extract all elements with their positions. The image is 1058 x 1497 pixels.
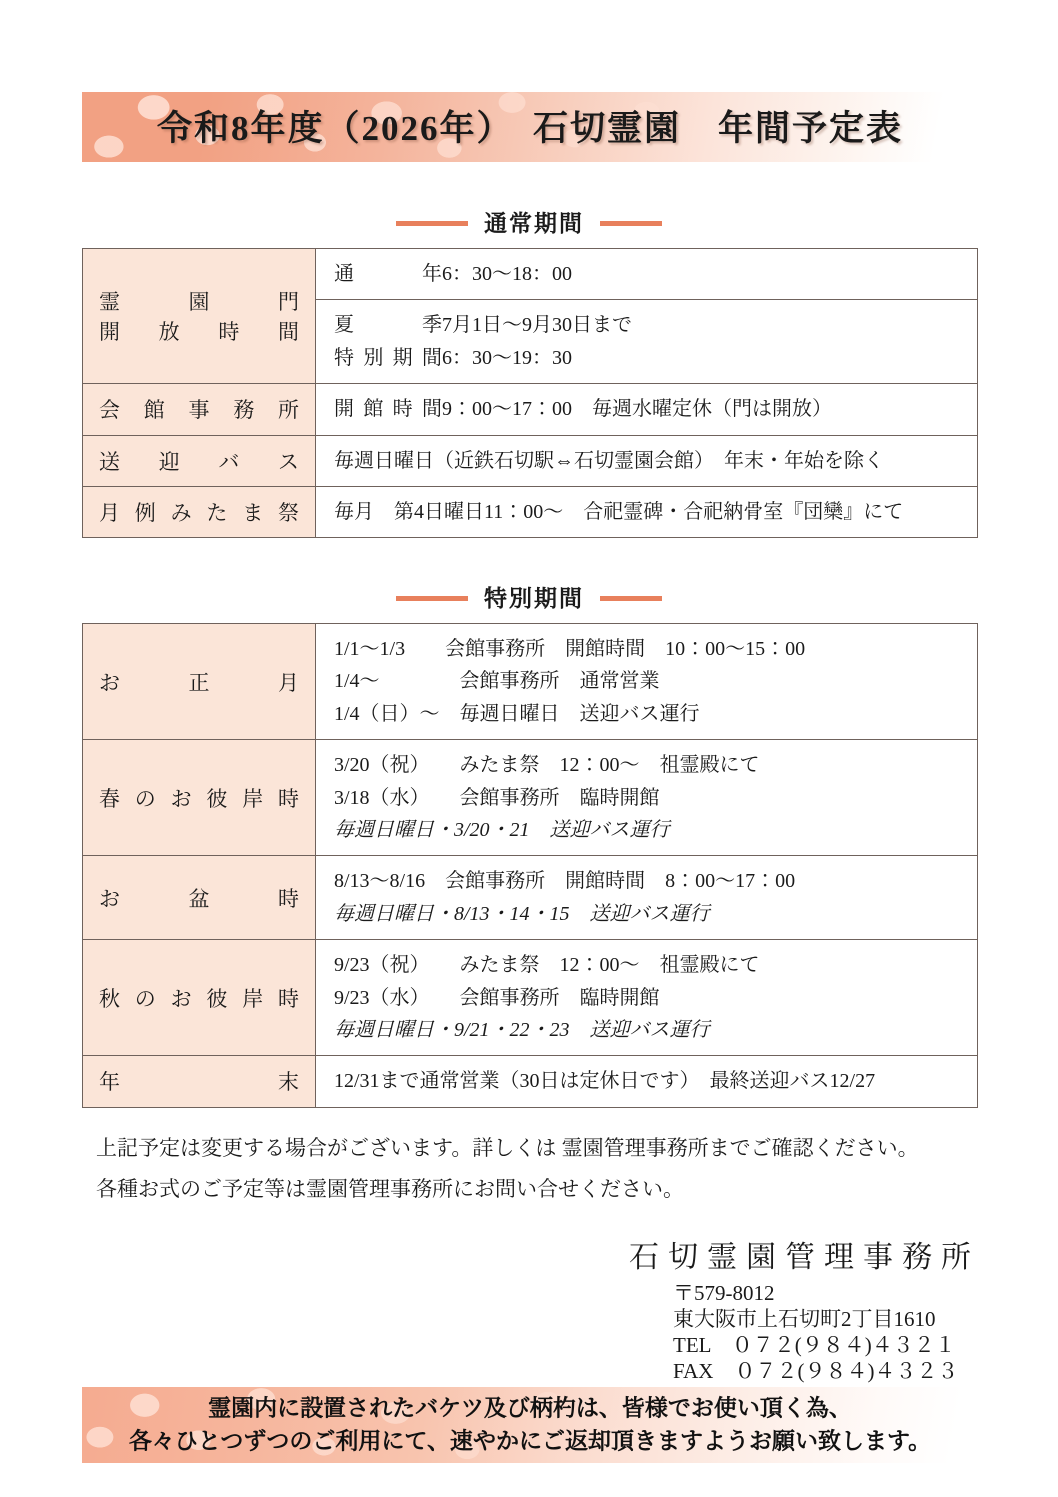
heading-dash-left-icon xyxy=(396,221,468,226)
row-value-spring-higan: 3/20（祝） みたま祭 12：00〜 祖霊殿にて 3/18（水） 会館事務所 臨時開館 毎週日曜日・3/20・21 送迎バス運行 xyxy=(316,740,978,856)
row-label-spring-higan: 春のお彼岸時 xyxy=(83,740,316,856)
office-address-lines xyxy=(629,1280,980,1384)
special-period-table xyxy=(82,623,978,1108)
section-heading-special xyxy=(0,580,1058,613)
subrow-value-year-round: 6：30〜18：00 xyxy=(442,263,572,285)
row-label-autumn-higan: 秋のお彼岸時 xyxy=(83,940,316,1056)
heading-dash-left-icon xyxy=(396,596,468,601)
note-line-1: 上記予定は変更する場合がございます。詳しくは 霊園管理事務所までご確認ください。 xyxy=(96,1136,919,1160)
table-row xyxy=(83,384,978,435)
section-heading-special-label: 特別期間 xyxy=(484,586,584,611)
office-fax: FAX ０７２(９８４)４３２３ xyxy=(673,1359,959,1384)
table-row xyxy=(83,624,978,740)
row-label-year-end: 年末 xyxy=(83,1056,316,1107)
office-postal-code: 〒579-8012 xyxy=(673,1281,775,1305)
row-value-year-round xyxy=(316,249,978,300)
bottom-notice-banner xyxy=(82,1387,978,1463)
subrow-key-open-hours: 開館時間 xyxy=(334,398,442,421)
row-value-obon: 8/13〜8/16 会館事務所 開館時間 8：00〜17：00 毎週日曜日・8/13・14・15 送迎バス運行 xyxy=(316,856,978,940)
section-heading-normal-label: 通常期間 xyxy=(484,211,584,236)
office-contact-block xyxy=(629,1232,980,1384)
row-label-gate-hours: 霊園門 開放時間 xyxy=(83,249,316,384)
row-value-hall-office xyxy=(316,384,978,435)
normal-period-table xyxy=(82,248,978,538)
row-value-summer-special xyxy=(316,300,978,384)
note-line-2: 各種お式のご予定等は霊園管理事務所にお問い合せください。 xyxy=(96,1176,684,1201)
row-value-monthly-mitama: 毎月 第4日曜日11：00〜 合祀霊碑・合祀納骨室『団欒』にて xyxy=(316,486,978,537)
notes-block xyxy=(96,1128,996,1210)
page-title: 令和8年度（2026年） 石切霊園 年間予定表 xyxy=(156,109,903,148)
row-label-hall-office: 会館事務所 xyxy=(83,384,316,435)
row-value-year-end: 12/31まで通常営業（30日は定休日です） 最終送迎バス12/27 xyxy=(316,1056,978,1107)
office-telephone: TEL ０７２(９８４)４３２１ xyxy=(673,1333,956,1358)
table-row xyxy=(83,740,978,856)
row-label-shuttle-bus: 送迎バス xyxy=(83,435,316,486)
row-label-new-year: お正月 xyxy=(83,624,316,740)
subrow-value-open-hours: 9：00〜17：00 毎週水曜定休（門は開放） xyxy=(442,398,832,421)
title-banner xyxy=(82,92,978,162)
table-row xyxy=(83,856,978,940)
office-address: 東大阪市上石切町2丁目1610 xyxy=(673,1307,936,1332)
heading-dash-right-icon xyxy=(600,596,662,601)
bottom-notice-line-2: 各々ひとつずつのご利用にて、速やかにご返却頂きますようお願い致します。 xyxy=(128,1428,932,1453)
table-row xyxy=(83,940,978,1056)
subrow-value-summer: 7月1日〜9月30日まで 6：30〜19：30 xyxy=(442,314,632,369)
table-row xyxy=(83,486,978,537)
table-row xyxy=(83,1056,978,1107)
subrow-key-summer: 夏 季 特別期間 xyxy=(334,314,442,369)
row-value-shuttle-bus: 毎週日曜日（近鉄石切駅⇔石切霊園会館） 年末・年始を除く xyxy=(316,435,978,486)
table-row xyxy=(83,435,978,486)
row-label-obon: お盆時 xyxy=(83,856,316,940)
row-label-monthly-mitama: 月例みたま祭 xyxy=(83,486,316,537)
section-heading-normal xyxy=(0,205,1058,238)
office-name: 石切霊園管理事務所 xyxy=(629,1241,980,1274)
heading-dash-right-icon xyxy=(600,221,662,226)
row-value-new-year: 1/1〜1/3 会館事務所 開館時間 10：00〜15：00 1/4〜 会館事務所 通常営業 1/4（日）〜 毎週日曜日 送迎バス運行 xyxy=(316,624,978,740)
row-value-autumn-higan: 9/23（祝） みたま祭 12：00〜 祖霊殿にて 9/23（水） 会館事務所 臨時開館 毎週日曜日・9/21・22・23 送迎バス運行 xyxy=(316,940,978,1056)
bottom-notice-text xyxy=(82,1392,978,1457)
subrow-key-year-round: 通年 xyxy=(334,263,442,285)
table-row xyxy=(83,249,978,300)
bottom-notice-line-1: 霊園内に設置されたバケツ及び柄杓は、皆様でお使い頂く為、 xyxy=(208,1395,852,1421)
